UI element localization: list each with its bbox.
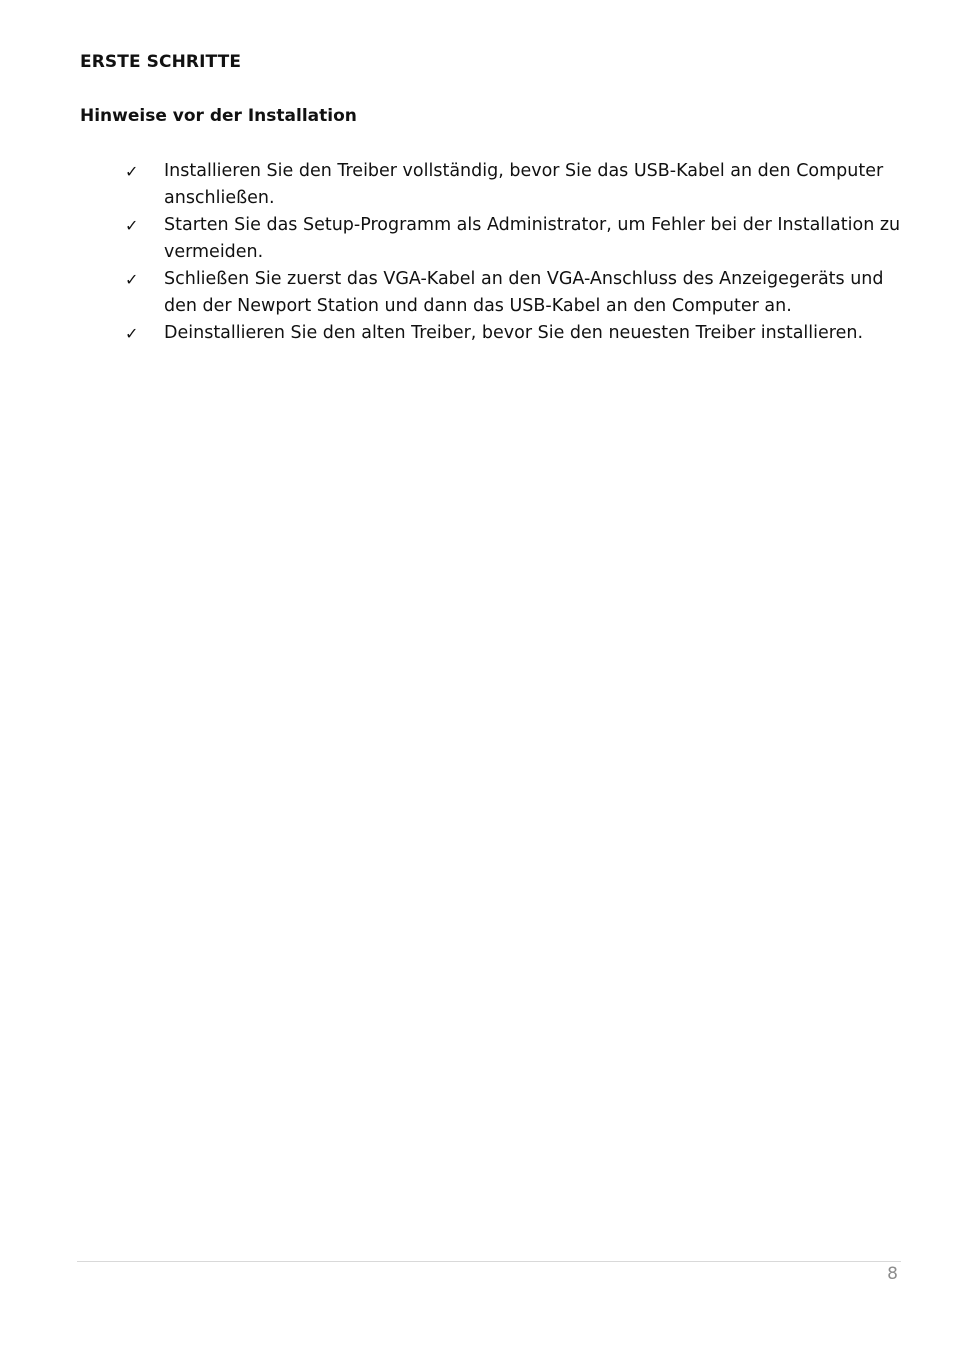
check-icon: ✓	[125, 162, 139, 181]
check-icon: ✓	[125, 216, 139, 235]
page-number: 8	[887, 1264, 898, 1284]
check-icon: ✓	[125, 270, 139, 289]
check-icon: ✓	[125, 324, 139, 343]
list-item-text: Schließen Sie zuerst das VGA-Kabel an den VGA-Anschluss des Anzeigegeräts und den der Newport Station und dann das USB-Kabel an den Computer an.	[164, 269, 884, 316]
subsection-title: Hinweise vor der Installation	[80, 106, 357, 126]
section-title: ERSTE SCHRITTE	[80, 52, 242, 72]
footer-divider	[77, 1261, 901, 1262]
list-item	[125, 320, 915, 347]
list-item-text: Deinstallieren Sie den alten Treiber, bevor Sie den neuesten Treiber installieren.	[164, 323, 864, 343]
list-item-text: Starten Sie das Setup-Programm als Administrator, um Fehler bei der Installation zu vermeiden.	[164, 215, 901, 262]
list-item-text: Installieren Sie den Treiber vollständig, bevor Sie das USB-Kabel an den Computer anschließen.	[164, 161, 884, 208]
list-item	[125, 158, 915, 212]
list-item	[125, 212, 915, 266]
list-item	[125, 266, 915, 320]
installation-notes-list	[125, 158, 915, 347]
